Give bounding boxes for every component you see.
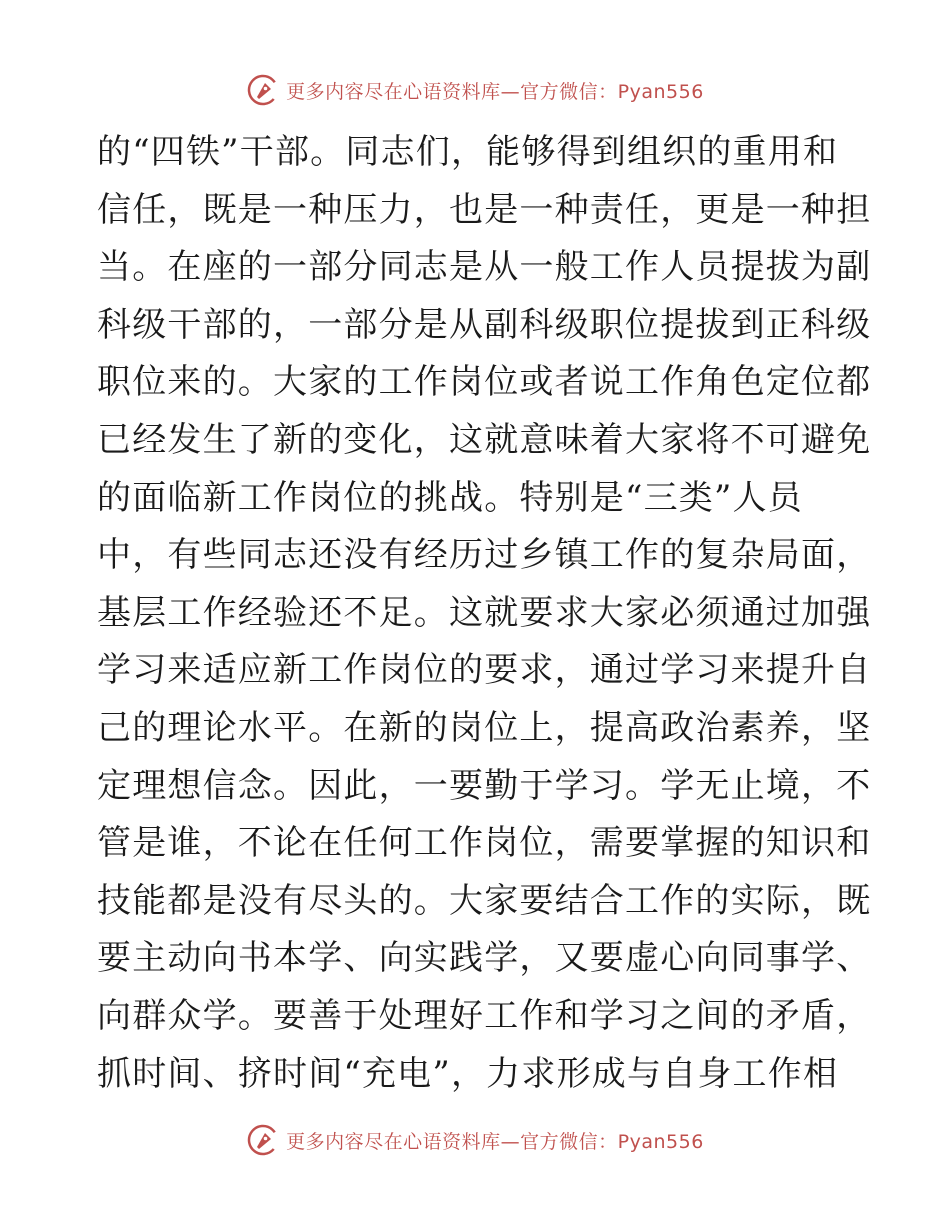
header-banner [0,70,950,110]
body-line: 信任，既是一种压力，也是一种责任，更是一种担 [97,189,872,230]
body-line: 技能都是没有尽头的。大家要结合工作的实际，既 [97,880,872,921]
body-line: 基层工作经验还不足。这就要求大家必须通过加强 [97,592,872,633]
body-line: 当。在座的一部分同志是从一般工作人员提拔为副 [97,247,872,288]
document-body [97,124,872,1103]
pen-nib-logo-icon [246,73,280,107]
body-line: 管是谁，不论在任何工作岗位，需要掌握的知识和 [97,823,872,864]
body-line: 科级干部的，一部分是从副科级职位提拔到正科级 [97,304,872,345]
footer-banner [0,1120,950,1160]
body-line: 的“四铁”干部。同志们，能够得到组织的重用和 [97,132,839,172]
body-line: 的面临新工作岗位的挑战。特别是“三类”人员 [97,477,803,518]
body-line: 己的理论水平。在新的岗位上，提高政治素养，坚 [97,707,872,748]
body-line: 已经发生了新的变化，这就意味着大家将不可避免 [97,419,872,460]
body-line: 向群众学。要善于处理好工作和学习之间的矛盾， [97,995,872,1036]
body-line: 中，有些同志还没有经历过乡镇工作的复杂局面， [97,535,872,576]
header-text: 更多内容尽在心语资料库—官方微信：Pyan556 [286,80,704,103]
body-line: 抓时间、挤时间“充电”，力求形成与自身工作相 [97,1053,839,1094]
body-line: 要主动向书本学、向实践学，又要虚心向同事学、 [97,938,872,979]
body-line: 学习来适应新工作岗位的要求，通过学习来提升自 [97,650,872,691]
footer-text: 更多内容尽在心语资料库—官方微信：Pyan556 [286,1130,704,1153]
pen-nib-logo-icon [246,1123,280,1157]
body-line: 职位来的。大家的工作岗位或者说工作角色定位都 [97,362,872,403]
body-line: 定理想信念。因此，一要勤于学习。学无止境，不 [97,765,872,806]
